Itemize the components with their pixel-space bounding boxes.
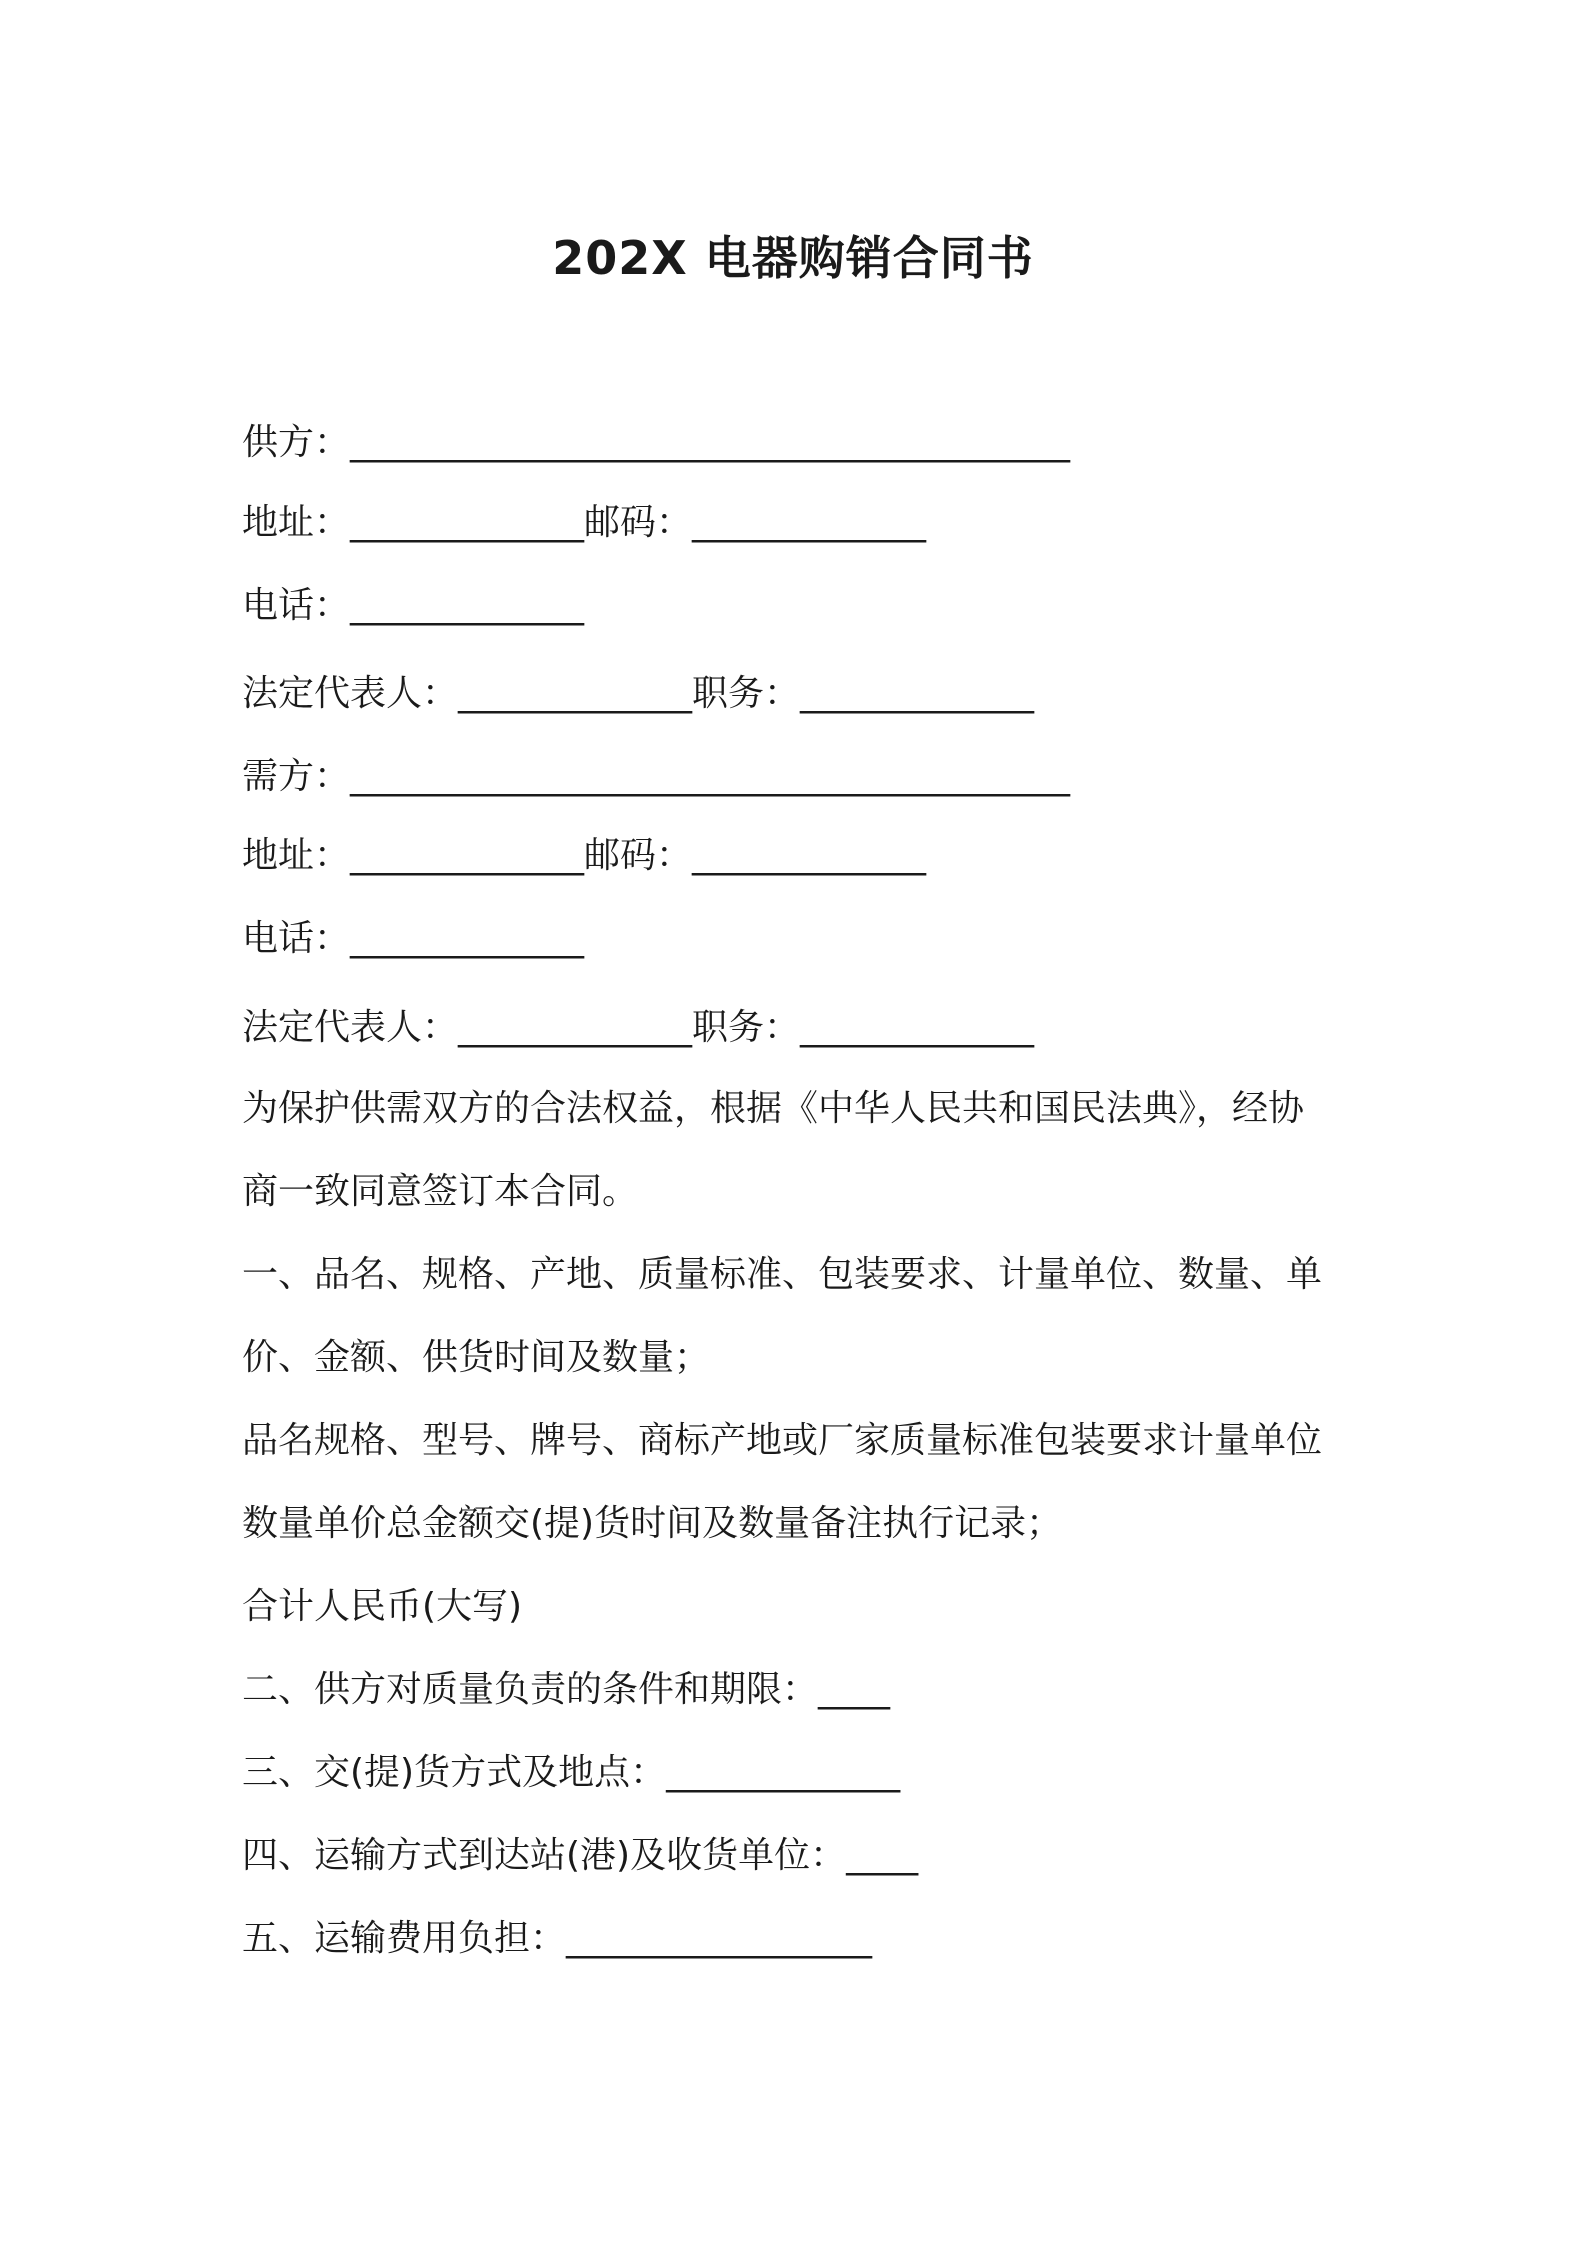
item-spec-line-2: 数量单价总金额交(提)货时间及数量备注执行记录； bbox=[242, 1503, 1063, 1544]
clause-2-line: 二、供方对质量负责的条件和期限：____ bbox=[242, 1669, 891, 1710]
buyer-name-line: 需方：________________________________________ bbox=[242, 756, 1071, 797]
clause-3-line: 三、交(提)货方式及地点：_____________ bbox=[242, 1752, 901, 1793]
buyer-representative-line: 法定代表人：_____________职务：_____________ bbox=[242, 1007, 1035, 1048]
clause-5-line: 五、运输费用负担：_________________ bbox=[242, 1918, 873, 1959]
document-title: 202X 电器购销合同书 bbox=[552, 231, 1034, 285]
clause-1-line-2: 价、金额、供货时间及数量； bbox=[242, 1337, 711, 1378]
clause-4-line: 四、运输方式到达站(港)及收货单位：____ bbox=[242, 1835, 919, 1876]
preamble-line-2: 商一致同意签订本合同。 bbox=[242, 1171, 639, 1212]
supplier-phone-line: 电话：_____________ bbox=[242, 585, 585, 626]
supplier-address-line: 地址：_____________邮码：_____________ bbox=[242, 502, 927, 543]
buyer-phone-line: 电话：_____________ bbox=[242, 918, 585, 959]
supplier-name-line: 供方：________________________________________ bbox=[242, 422, 1071, 463]
preamble-line-1: 为保护供需双方的合法权益，根据《中华人民共和国民法典》，经协 bbox=[242, 1088, 1305, 1129]
clause-1-line-1: 一、品名、规格、产地、质量标准、包装要求、计量单位、数量、单 bbox=[242, 1254, 1323, 1295]
item-spec-line-1: 品名规格、型号、牌号、商标产地或厂家质量标准包装要求计量单位 bbox=[242, 1420, 1323, 1461]
buyer-address-line: 地址：_____________邮码：_____________ bbox=[242, 835, 927, 876]
total-rmb-line: 合计人民币(大写) bbox=[242, 1586, 523, 1627]
supplier-representative-line: 法定代表人：_____________职务：_____________ bbox=[242, 673, 1035, 714]
